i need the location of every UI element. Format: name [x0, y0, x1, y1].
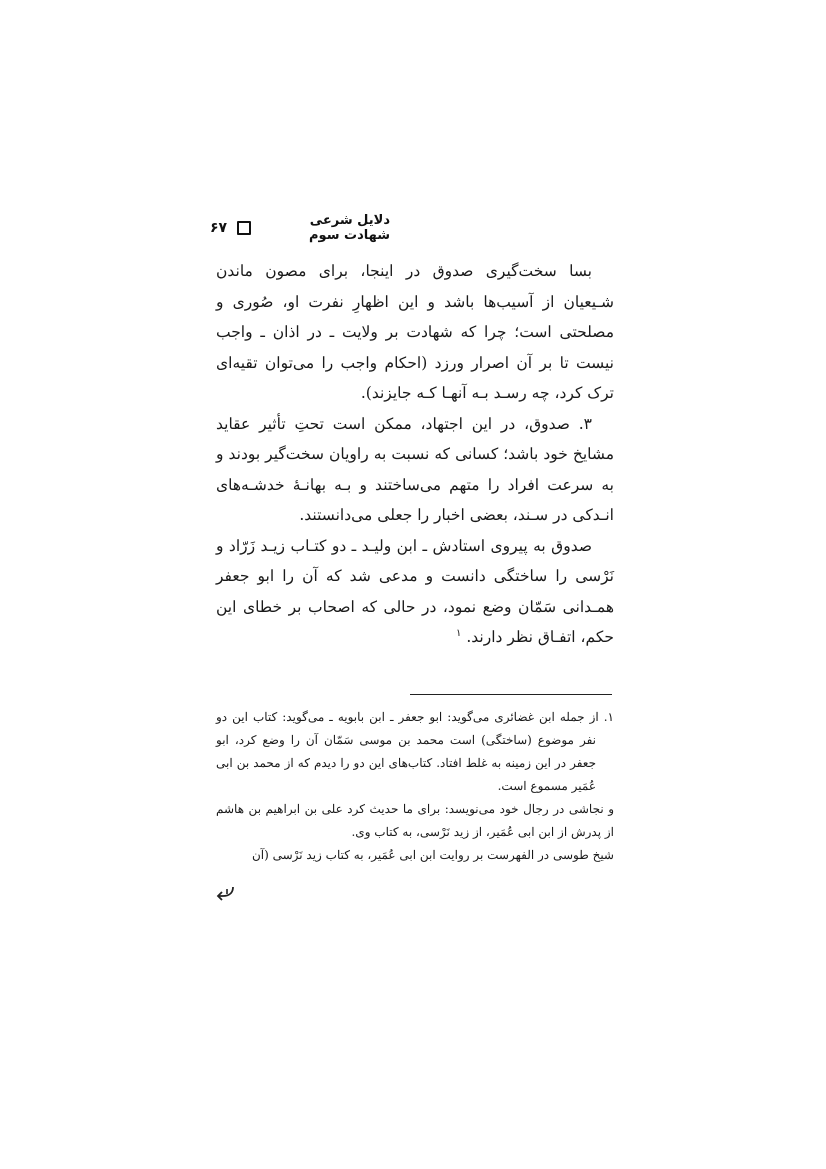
- page-number: ۶۷: [210, 220, 228, 236]
- footnote-1-continued-tusi: شیخ طوسی در الفهرست بر روایت ابن ابی عُمَیر، به کتاب زید نَرْسی (آن: [251, 848, 614, 862]
- paragraph-3: [216, 531, 614, 653]
- main-text: [216, 256, 614, 653]
- footnote-1-continued-najashi: و نجاشی در رجال خود می‌نویسد: برای ما حدیث کرد علی بن ابراهیم بن هاشم از پدرش از ابن ابی عُمَیر، از زید نَرْسی، به کتاب وی.: [216, 802, 614, 839]
- footnote-divider: [410, 694, 612, 695]
- footnote-reference[interactable]: ۱: [456, 627, 462, 639]
- paragraph-3-text: صدوق به پیروی استادش ـ ابن ولیـد ـ دو کتـاب زیـد زَرّاد و نَرْسی را ساختگی دانست و مدعی شد که آن را ابو جعفر همـدانی سَمّان وضع نمود، در حالی که اصحاب بر خطای این حکم، اتفـاق نظر دارند.: [216, 536, 614, 646]
- page-continue-arrow-icon: [214, 884, 236, 902]
- paragraph-1: بسا سخت‌گیری صدوق در اینجا، برای مصون ماندن شـیعیان از آسیب‌ها باشد و این اظهارِ نفرت او، صُوری و مصلحتی است؛ چرا که شهادت بر ولایت ـ در اذان ـ واجب نیست تا بر آن اصرار ورزد (احکام واجب را می‌توان تقیه‌ای ترک کرد، چه رسـد بـه آنهـا کـه جایزند).: [216, 262, 614, 402]
- running-header: [210, 213, 390, 243]
- square-box-icon: [237, 221, 251, 235]
- footnotes: [216, 706, 614, 867]
- running-title: دلایل شرعی شهادت سوم: [309, 213, 390, 243]
- footnote-1: ۱. از جمله ابن غضائری می‌گوید: ابو جعفر ـ ابن بابویه ـ می‌گوید: کتاب این دو نفر موضوع (ساختگی) است محمد بن موسی سَمّان آن را وضع کرد، ابو جعفر در این زمینه به غلط افتاد. کتاب‌های این دو را دیدم که از محمد بن ابی عُمَیر مسموع است.: [216, 710, 614, 793]
- paragraph-2: ۳. صدوق، در این اجتهاد، ممکن است تحتِ تأثیر عقاید مشایخ خود باشد؛ کسانی که نسبت به راویان سخت‌گیر بودند و به سرعت افراد را متهم می‌ساختند و بـه بهانـۀ خدشـه‌های انـدکی در سـند، بعضی اخبار را جعلی می‌دانستند.: [216, 414, 614, 524]
